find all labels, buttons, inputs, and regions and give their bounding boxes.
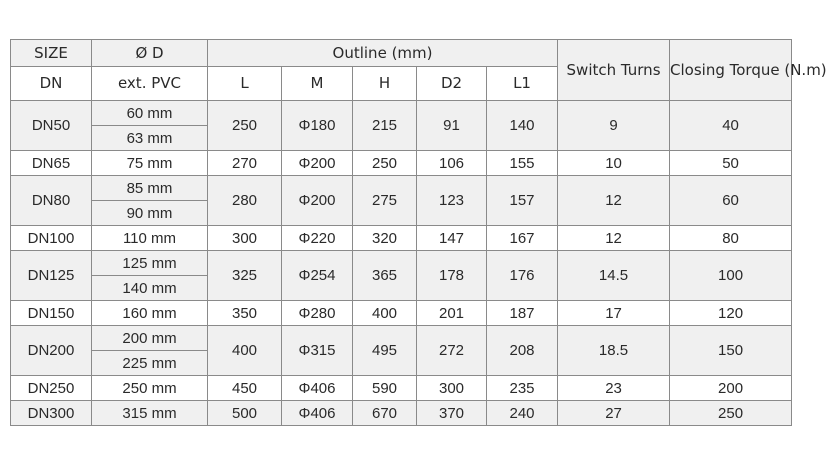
header-switch-turns: Switch Turns	[558, 40, 670, 101]
l1-cell: 208	[487, 326, 558, 376]
l1-cell: 157	[487, 176, 558, 226]
m-cell: Φ220	[282, 226, 353, 251]
l-cell: 450	[208, 376, 282, 401]
m-cell: Φ406	[282, 376, 353, 401]
l1-cell: 167	[487, 226, 558, 251]
closing-torque-cell: 120	[670, 301, 792, 326]
dn-cell: DN125	[11, 251, 92, 301]
header-od: Ø D	[92, 40, 208, 67]
dn-cell: DN250	[11, 376, 92, 401]
l-cell: 300	[208, 226, 282, 251]
switch-turns-cell: 23	[558, 376, 670, 401]
l1-cell: 176	[487, 251, 558, 301]
d2-cell: 201	[417, 301, 487, 326]
switch-turns-cell: 9	[558, 101, 670, 151]
header-outline: Outline (mm)	[208, 40, 558, 67]
h-cell: 275	[353, 176, 417, 226]
l-cell: 500	[208, 401, 282, 426]
od-cell: 110 mm	[92, 226, 208, 251]
table-row	[11, 326, 792, 351]
od-cell: 140 mm	[92, 276, 208, 301]
switch-turns-cell: 27	[558, 401, 670, 426]
table-row	[11, 226, 792, 251]
d2-cell: 91	[417, 101, 487, 151]
od-cell: 60 mm	[92, 101, 208, 126]
od-cell: 250 mm	[92, 376, 208, 401]
d2-cell: 123	[417, 176, 487, 226]
closing-torque-cell: 100	[670, 251, 792, 301]
h-cell: 590	[353, 376, 417, 401]
dn-cell: DN65	[11, 151, 92, 176]
l1-cell: 187	[487, 301, 558, 326]
closing-torque-cell: 80	[670, 226, 792, 251]
table-row	[11, 376, 792, 401]
table-row	[11, 401, 792, 426]
l-cell: 280	[208, 176, 282, 226]
valve-spec-table	[10, 39, 827, 426]
header-row-1	[11, 40, 792, 67]
m-cell: Φ180	[282, 101, 353, 151]
header-h: H	[353, 67, 417, 101]
h-cell: 365	[353, 251, 417, 301]
h-cell: 215	[353, 101, 417, 151]
l-cell: 250	[208, 101, 282, 151]
header-l1: L1	[487, 67, 558, 101]
dn-cell: DN150	[11, 301, 92, 326]
table-row	[11, 151, 792, 176]
dn-cell: DN100	[11, 226, 92, 251]
m-cell: Φ254	[282, 251, 353, 301]
h-cell: 250	[353, 151, 417, 176]
m-cell: Φ200	[282, 176, 353, 226]
od-cell: 225 mm	[92, 351, 208, 376]
d2-cell: 300	[417, 376, 487, 401]
switch-turns-cell: 18.5	[558, 326, 670, 376]
switch-turns-cell: 17	[558, 301, 670, 326]
switch-turns-cell: 12	[558, 176, 670, 226]
od-cell: 160 mm	[92, 301, 208, 326]
l1-cell: 140	[487, 101, 558, 151]
h-cell: 320	[353, 226, 417, 251]
l-cell: 400	[208, 326, 282, 376]
switch-turns-cell: 14.5	[558, 251, 670, 301]
m-cell: Φ200	[282, 151, 353, 176]
table-row	[11, 101, 792, 126]
h-cell: 670	[353, 401, 417, 426]
l-cell: 325	[208, 251, 282, 301]
closing-torque-cell: 200	[670, 376, 792, 401]
d2-cell: 178	[417, 251, 487, 301]
od-cell: 85 mm	[92, 176, 208, 201]
l1-cell: 155	[487, 151, 558, 176]
d2-cell: 370	[417, 401, 487, 426]
d2-cell: 106	[417, 151, 487, 176]
m-cell: Φ315	[282, 326, 353, 376]
od-cell: 63 mm	[92, 126, 208, 151]
m-cell: Φ406	[282, 401, 353, 426]
l1-cell: 240	[487, 401, 558, 426]
header-od-sub: ext. PVC	[92, 67, 208, 101]
m-cell: Φ280	[282, 301, 353, 326]
od-cell: 315 mm	[92, 401, 208, 426]
od-cell: 200 mm	[92, 326, 208, 351]
dn-cell: DN50	[11, 101, 92, 151]
closing-torque-cell: 50	[670, 151, 792, 176]
closing-torque-cell: 40	[670, 101, 792, 151]
d2-cell: 147	[417, 226, 487, 251]
closing-torque-cell: 60	[670, 176, 792, 226]
table-row	[11, 176, 792, 201]
header-dn: DN	[11, 67, 92, 101]
dn-cell: DN80	[11, 176, 92, 226]
l-cell: 270	[208, 151, 282, 176]
dn-cell: DN300	[11, 401, 92, 426]
od-cell: 125 mm	[92, 251, 208, 276]
closing-torque-cell: 250	[670, 401, 792, 426]
table-row	[11, 251, 792, 276]
switch-turns-cell: 10	[558, 151, 670, 176]
header-l: L	[208, 67, 282, 101]
header-d2: D2	[417, 67, 487, 101]
switch-turns-cell: 12	[558, 226, 670, 251]
table-row	[11, 301, 792, 326]
d2-cell: 272	[417, 326, 487, 376]
h-cell: 400	[353, 301, 417, 326]
closing-torque-cell: 150	[670, 326, 792, 376]
header-m: M	[282, 67, 353, 101]
l-cell: 350	[208, 301, 282, 326]
header-closing-torque: Closing Torque (N.m)	[670, 40, 792, 101]
header-size: SIZE	[11, 40, 92, 67]
dn-cell: DN200	[11, 326, 92, 376]
od-cell: 90 mm	[92, 201, 208, 226]
h-cell: 495	[353, 326, 417, 376]
od-cell: 75 mm	[92, 151, 208, 176]
l1-cell: 235	[487, 376, 558, 401]
